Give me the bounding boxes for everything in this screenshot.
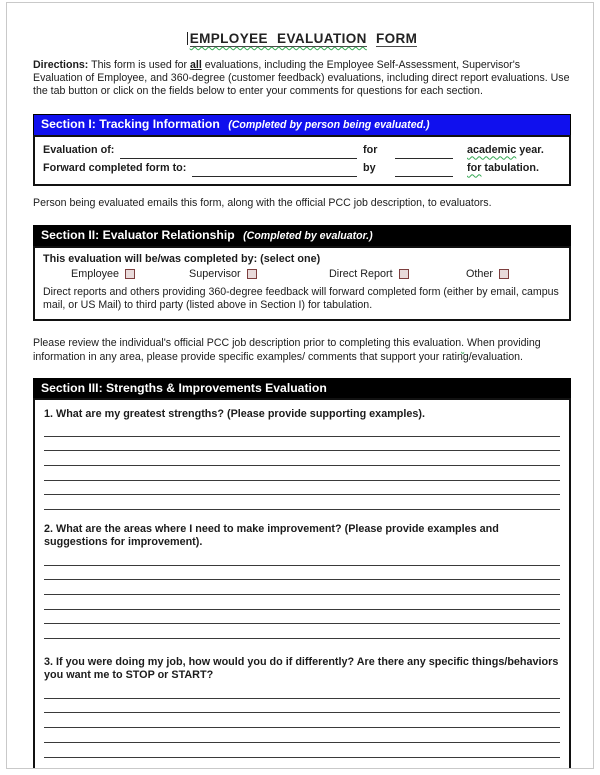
review-note-text-rest: When providing information in any area, please provide specific examples/ comments that support your rating/evaluation. (33, 337, 541, 363)
review-note (33, 337, 571, 363)
answer-line (44, 580, 560, 595)
all-emphasis: all (190, 59, 202, 71)
answer-line (44, 481, 560, 496)
evaluation-of-label: Evaluation of: (43, 143, 115, 156)
direct-report-option (329, 268, 466, 280)
question-2-text: 2. What are the areas where I need to make improvement? (Please provide examples and suggestions for improvement). (44, 522, 499, 548)
by-date-field[interactable] (395, 164, 453, 177)
tabulation-word: tabulation. (481, 161, 539, 174)
section-2-note: Direct reports and others providing 360-degree feedback will forward completed form (either by email, campus mail, or US Mail) to third party (listed above in Section I) for tabulation. (43, 286, 559, 312)
forward-to-label: Forward completed form to: (43, 161, 187, 174)
section-3-header (33, 378, 571, 398)
answer-line (44, 743, 560, 758)
other-checkbox[interactable] (499, 269, 509, 279)
section-1-header (33, 114, 571, 135)
answer-line (44, 728, 560, 743)
supervisor-option (189, 268, 329, 280)
title-part-1: EMPLOYEE EVALUATION (189, 31, 367, 46)
text-cursor-icon (187, 32, 188, 45)
question-3-answer-area[interactable] (44, 684, 560, 769)
review-note-text: Please review the individual's official PCC job description prior to completing this evaluation (33, 337, 462, 350)
year-word: year. (516, 143, 544, 156)
section-1-title: Section I: Tracking Information (41, 116, 220, 131)
section-2-evaluator (33, 225, 571, 322)
section-1-subtitle: (Completed by person being evaluated.) (228, 118, 430, 131)
directions-paragraph (33, 59, 571, 99)
employee-checkbox[interactable] (125, 269, 135, 279)
answer-line (44, 437, 560, 452)
forward-to-field[interactable] (192, 164, 357, 177)
question-1-answer-area[interactable] (44, 422, 560, 510)
answer-line (44, 758, 560, 769)
answer-line (44, 495, 560, 510)
answer-line (44, 684, 560, 699)
tabulation-label (461, 159, 561, 177)
answer-line (44, 466, 560, 481)
other-option (466, 268, 509, 280)
answer-line (44, 566, 560, 581)
answer-line (44, 713, 560, 728)
evaluation-of-field[interactable] (120, 146, 357, 159)
directions-text: This form is used for (88, 59, 190, 71)
section-3-title: Section III: Strengths & Improvements Evaluation (41, 380, 327, 395)
section-2-header (33, 225, 571, 246)
other-label: Other (466, 268, 494, 281)
supervisor-label: Supervisor (189, 268, 241, 281)
select-one-label: This evaluation will be/was completed by: (select one) (43, 252, 321, 265)
section-2-title: Section II: Evaluator Relationship (41, 227, 235, 242)
employee-label: Employee (71, 268, 120, 281)
answer-line (44, 551, 560, 566)
question-1-text: 1. What are my greatest strengths? (Please provide supporting examples). (44, 407, 425, 420)
question-1-block (44, 408, 560, 510)
direct-report-checkbox[interactable] (399, 269, 409, 279)
title-part-2: FORM (375, 31, 418, 46)
section-1-tracking (33, 114, 571, 186)
section-2-subtitle: (Completed by evaluator.) (243, 229, 373, 242)
section-3-strengths (33, 378, 571, 769)
academic-year-field[interactable] (395, 146, 453, 159)
academic-word: academic (467, 143, 517, 156)
question-3-block (44, 656, 560, 769)
answer-line (44, 451, 560, 466)
answer-line (44, 610, 560, 625)
section-1-note: Person being evaluated emails this form, along with the official PCC job description, to evaluators. (33, 196, 492, 209)
question-3-text: 3. If you were doing my job, how would you do if differently? Are there any specific things/behaviors you want me to STOP or START? (44, 656, 559, 682)
answer-line (44, 595, 560, 610)
directions-text-rest: evaluations, including the Employee Self-Assessment, Supervisor's Evaluation of Employee, and 360-degree (customer feedback) evaluations, including direct report evaluations. Use the tab button or click on the fields below to enter your comments for questions for each section. (33, 59, 570, 98)
supervisor-checkbox[interactable] (247, 269, 257, 279)
review-note-squiggle: . (461, 337, 465, 350)
document-page (6, 2, 594, 769)
for-word: for (467, 161, 482, 174)
direct-report-label: Direct Report (329, 268, 393, 281)
answer-line (44, 422, 560, 437)
page-title (33, 31, 571, 46)
by-label: by (363, 161, 376, 174)
section-1-box (33, 135, 571, 186)
evaluation-of-row (43, 141, 561, 159)
evaluator-options-row (43, 268, 561, 280)
academic-year-label (461, 141, 561, 159)
answer-line (44, 624, 560, 639)
directions-label: Directions: (33, 59, 89, 71)
question-2-block (44, 523, 560, 639)
question-2-answer-area[interactable] (44, 551, 560, 639)
answer-line (44, 699, 560, 714)
forward-to-row (43, 159, 561, 177)
section-2-box (33, 246, 571, 322)
for-label: for (363, 143, 378, 156)
employee-option (71, 268, 189, 280)
section-3-box (33, 398, 571, 769)
